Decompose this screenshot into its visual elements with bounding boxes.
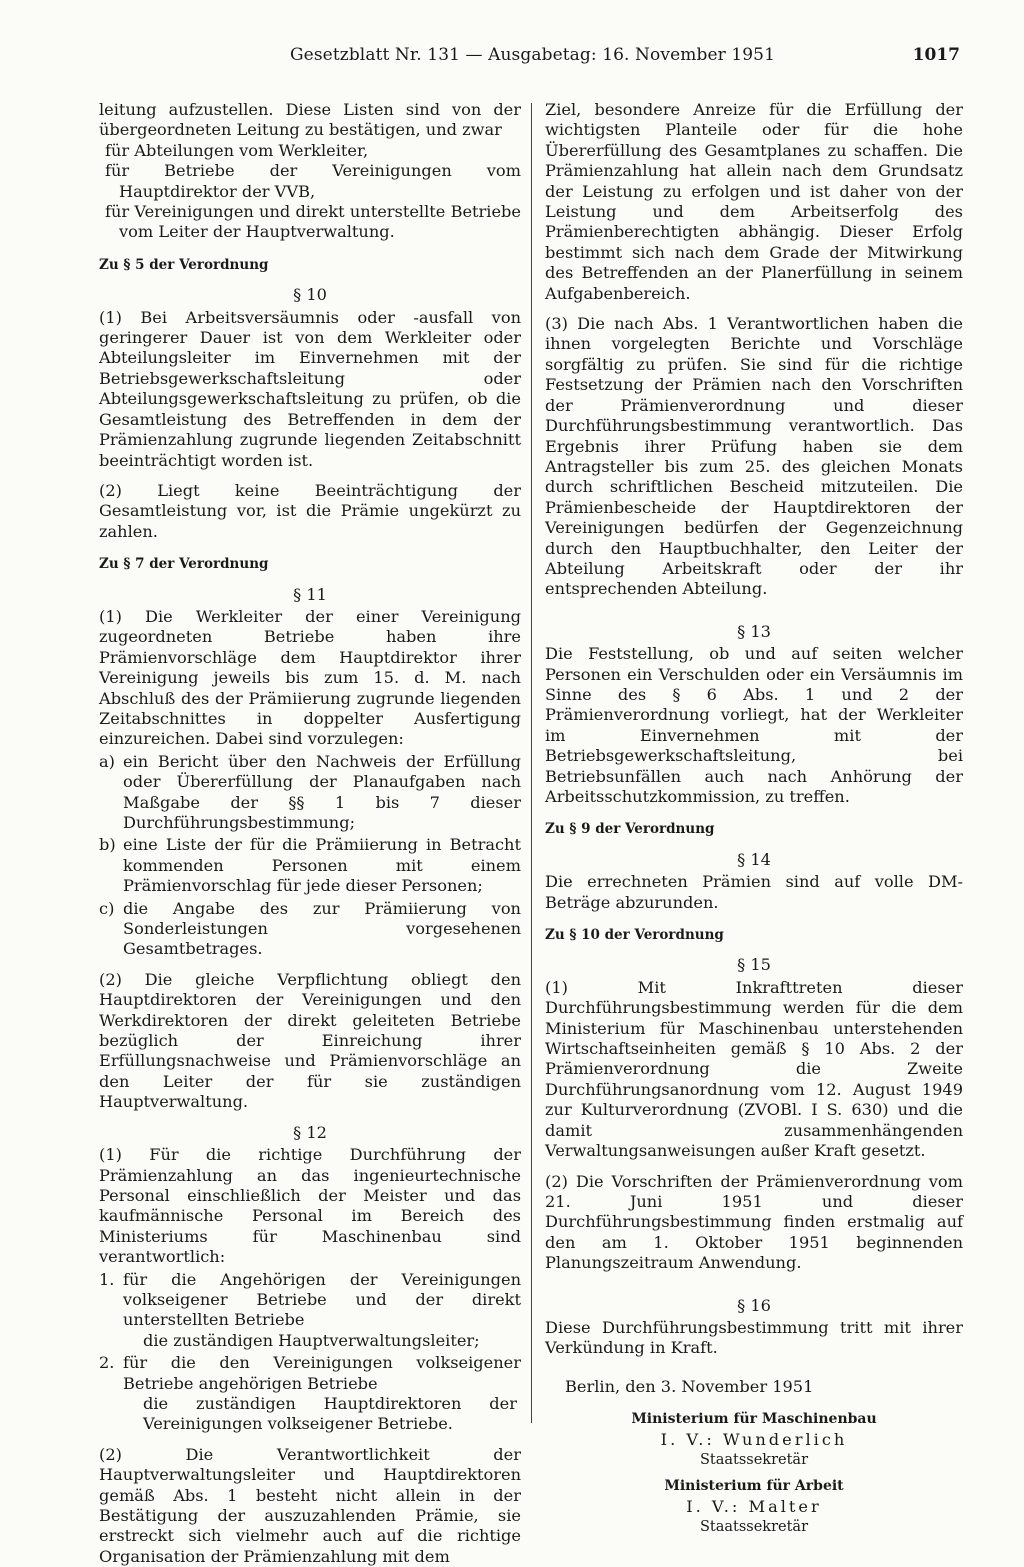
list-item: [99, 1353, 521, 1394]
reference-heading: Zu § 5 der Verordnung: [99, 256, 269, 273]
list-item: [99, 1270, 521, 1331]
section-heading: § 16: [737, 1295, 771, 1315]
list-item: [99, 752, 521, 834]
reference-heading: Zu § 7 der Verordnung: [99, 556, 269, 573]
paragraph: (2) Die Verantwortlichkeit der Hauptverwaltungsleiter und Hauptdirektoren gemäß Abs. 1 besteht nicht allein in der Bestätigung der auszuzahlenden Prämie, sie erstreckt sich vielmehr auch auf die richtige Organisation der Prämienzahlung mit dem: [99, 1444, 521, 1566]
section-heading: § 14: [737, 849, 771, 869]
list-item: [99, 835, 521, 896]
page-number: 1017: [912, 45, 960, 65]
list-text: für die den Vereinigungen volkseigener Betriebe angehörigen Betriebe: [123, 1353, 521, 1393]
paragraph: (3) Die nach Abs. 1 Verantwortlichen haben die ihnen vorgelegten Berichte und Vorschläge sorgfältig zu prüfen. Sie sind für die richtige Festsetzung der Prämien nach den Vorschriften der Prämienverordnung und dieser Durchführungsbestimmung verantwortlich. Das Ergebnis ihrer Prüfung haben sie dem Antragsteller bis zum 25. des gleichen Monats durch schriftlichen Bescheid mitzuteilen. Die Prämienbescheide der Hauptdirektoren der Vereinigungen bedürfen der Gegenzeichnung durch den Hauptbuchhalter, den Leiter der Abteilung Arbeitskraft oder der ihr entsprechenden Abteilung.: [545, 314, 963, 599]
list-item: [99, 899, 521, 960]
list-text: die Angabe des zur Prämiierung von Sonderleistungen vorgesehenen Gesamtbetrages.: [123, 898, 521, 959]
reference-heading: Zu § 10 der Verordnung: [545, 927, 724, 944]
section-heading: § 12: [293, 1122, 327, 1142]
paragraph: Ziel, besondere Anreize für die Erfüllung der wichtigsten Planteile oder für die hohe Übererfüllung des Gesamtplanes zu schaffen. Die Prämienzahlung hat allein nach dem Grundsatz der Leistung zu erfolgen und ist daher von der Leistung und dem Arbeitserfolg des Prämienberechtigten abhängig. Dieser Erfolg bestimmt sich nach dem Grade der Mitwirkung des Betreffenden an der Planerfüllung in seinem Aufgabenbereich.: [545, 100, 963, 303]
section-heading: § 13: [737, 621, 771, 641]
list-label: b): [99, 835, 116, 855]
paragraph: (1) Die Werkleiter der einer Vereinigung zugeordneten Betriebe haben ihre Prämienvorschläge dem Hauptdirektor ihrer Vereinigung jeweils bis zum 15. d. M. nach Abschluß des der Prämiierung zugrunde liegenden Zeitabschnittes in doppelter Ausfertigung einzureichen. Dabei sind vorzulegen:: [99, 606, 521, 749]
list-text: eine Liste der für die Prämiierung in Betracht kommenden Personen mit einem Prämienvorschlag für jede dieser Personen;: [123, 835, 521, 896]
list-subtext: die zuständigen Hauptdirektoren der Vereinigungen volkseigener Betriebe.: [143, 1393, 517, 1434]
signature-role: Staatssekretär: [699, 1519, 809, 1536]
approval-item: für Abteilungen vom Werkleiter,: [105, 140, 369, 160]
paragraph: (1) Mit Inkrafttreten dieser Durchführungsbestimmung werden für die dem Ministerium für Maschinenbau unterstehenden Wirtschaftseinheiten gemäß § 10 Abs. 2 der Prämienverordnung die Zweite Durchführungsanordnung vom 12. August 1949 zur Kulturverordnung (ZVOBl. I S. 630) und die damit zusammenhängenden Verwaltungsanweisungen außer Kraft gesetzt.: [545, 977, 963, 1161]
approval-item: für Betriebe der Vereinigungen vom Hauptdirektor der VVB,: [105, 161, 521, 201]
list-text: für die Angehörigen der Vereinigungen volkseigener Betriebe und der direkt unterstellten Betriebe: [123, 1269, 521, 1330]
section-heading: § 10: [293, 285, 327, 305]
paragraph: (2) Die gleiche Verpflichtung obliegt den Hauptdirektoren der Vereinigungen und den Werkdirektoren der direkt geleiteten Betriebe bezüglich der Einreichung ihrer Erfüllungsnachweise und Prämienvorschläge an den Leiter der für sie zuständigen Hauptverwaltung.: [99, 969, 521, 1112]
list-label: a): [99, 751, 115, 771]
paragraph: Die Feststellung, ob und auf seiten welcher Personen ein Verschulden oder ein Versäumnis im Sinne des § 6 Abs. 1 und 2 der Prämienverordnung vorliegt, hat der Werkleiter im Einvernehmen mit der Betriebsgewerkschaftsleitung, bei Betriebsunfällen auch nach Anhörung der Arbeitsschutzkommission, zu treffen.: [545, 644, 963, 806]
paragraph: (2) Die Vorschriften der Prämienverordnung vom 21. Juni 1951 und dieser Durchführungsbestimmung finden erstmalig auf den am 1. Oktober 1951 beginnenden Planungszeitraum Anwendung.: [545, 1171, 963, 1273]
paragraph: (2) Liegt keine Beeinträchtigung der Gesamtleistung vor, ist die Prämie ungekürzt zu zahlen.: [99, 480, 521, 541]
paragraph: (1) Bei Arbeitsversäumnis oder -ausfall von geringerer Dauer ist von dem Werkleiter oder Abteilungsleiter im Einvernehmen mit der Betriebsgewerkschaftsleitung oder Abteilungsgewerkschaftsleitung zu prüfen, ob die Gesamtleistung des Betreffenden in dem der Prämienzahlung zugrunde liegenden Zeitabschnitt beeinträchtigt worden ist.: [99, 307, 521, 470]
list-text: ein Bericht über den Nachweis der Erfüllung oder Übererfüllung der Planaufgaben nach Maßgabe der §§ 1 bis 7 dieser Durchführungsbestimmung;: [123, 751, 521, 832]
section-heading: § 11: [293, 584, 327, 604]
paragraph: (1) Für die richtige Durchführung der Prämienzahlung an das ingenieurtechnische Personal einschließlich der Meister und das kaufmännische Personal im Bereich des Ministeriums für Maschinenbau sind verantwortlich:: [99, 1145, 521, 1267]
list-label: 1.: [99, 1269, 115, 1289]
intro-paragraph: leitung aufzustellen. Diese Listen sind von der übergeordneten Leitung zu bestätigen, und zwar: [99, 100, 521, 140]
signature-name: I. V.: Wunderlich: [660, 1429, 848, 1449]
list-subtext: die zuständigen Hauptverwaltungsleiter;: [143, 1330, 480, 1350]
approval-item: für Vereinigungen und direkt unterstellte Betriebe vom Leiter der Hauptverwaltung.: [105, 202, 521, 242]
signature-block: [545, 1409, 963, 1470]
right-column: [545, 100, 963, 1538]
place-date: Berlin, den 3. November 1951: [565, 1376, 814, 1396]
signature-org: Ministerium für Maschinenbau: [631, 1411, 877, 1428]
paragraph: Diese Durchführungsbestimmung tritt mit ihrer Verkündung in Kraft.: [545, 1317, 963, 1358]
list-label: c): [99, 898, 115, 918]
signature-name: I. V.: Malter: [686, 1496, 822, 1516]
left-column: [99, 100, 521, 1567]
section-heading: § 15: [737, 955, 771, 975]
signature-role: Staatssekretär: [699, 1451, 809, 1468]
gazette-title: Gesetzblatt Nr. 131 — Ausgabetag: 16. November 1951: [290, 45, 775, 65]
signature-org: Ministerium für Arbeit: [664, 1478, 844, 1495]
column-divider: [531, 103, 532, 1423]
reference-heading: Zu § 9 der Verordnung: [545, 821, 715, 838]
paragraph: Die errechneten Prämien sind auf volle DM-Beträge abzurunden.: [545, 872, 963, 912]
list-label: 2.: [99, 1353, 115, 1373]
signature-block: [545, 1476, 963, 1537]
